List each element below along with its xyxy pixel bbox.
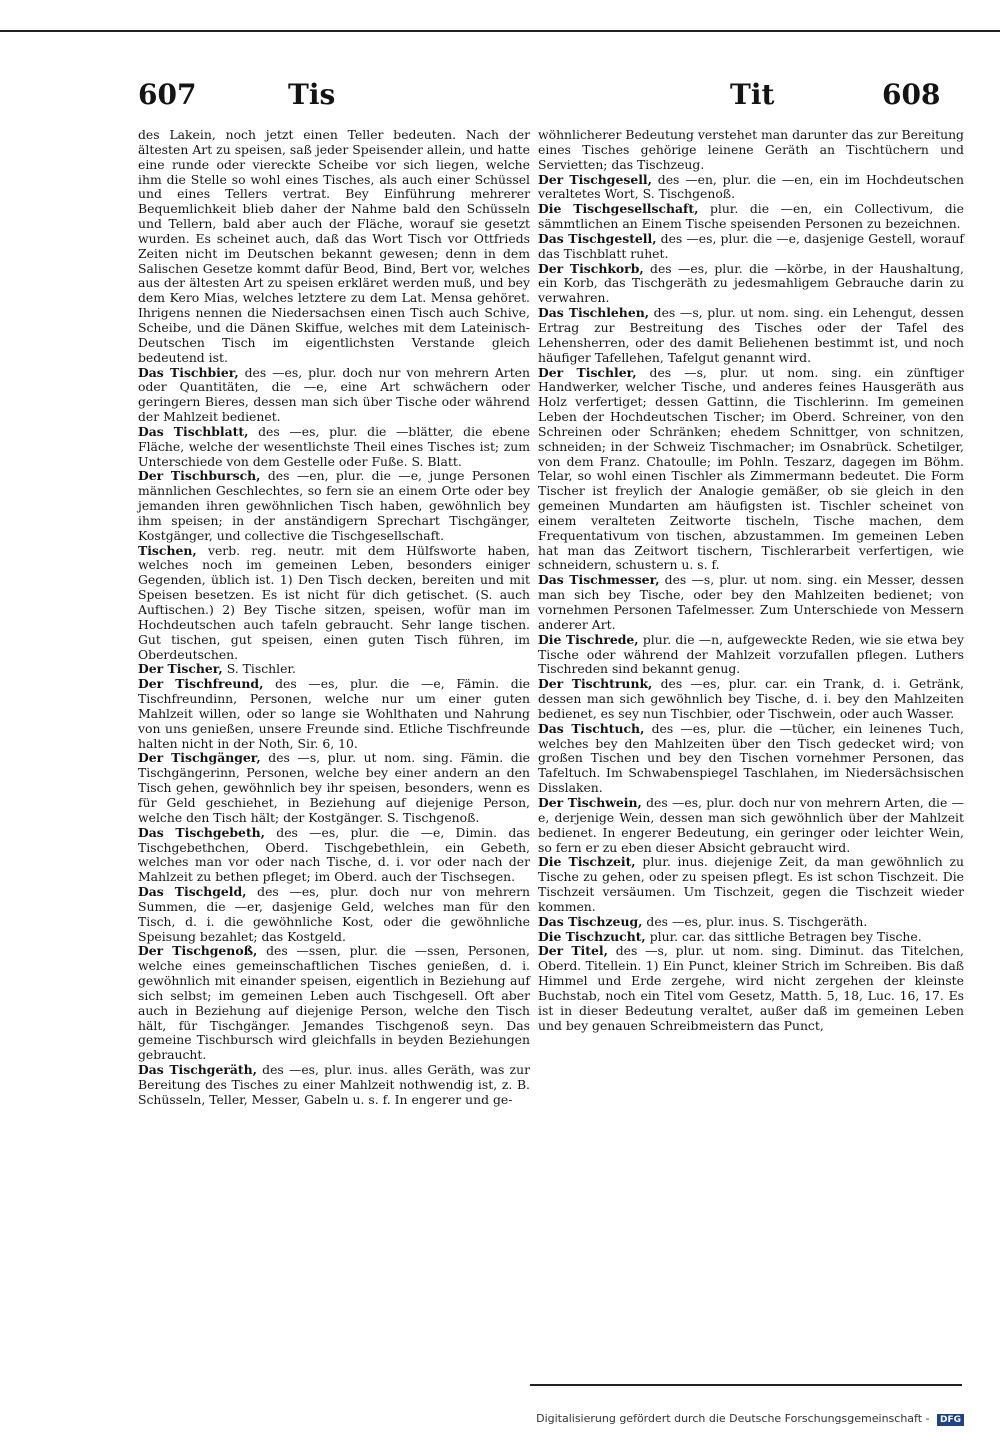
entry-text: des —es, plur. die —körbe, in der Haushaltung, ein Korb, das Tischgeräth zu jedesmahligem Gebrauche darin zu verwahren. bbox=[538, 260, 964, 306]
right-running-head: Tit bbox=[730, 78, 775, 111]
entry bbox=[138, 885, 530, 944]
headword: Das Tischblatt, bbox=[138, 423, 249, 439]
entry bbox=[538, 232, 964, 262]
entry-text: des —es, plur. doch nur von mehrern Summen, die —er, dasjenige Geld, welches man für den Tisch, d. i. die gewöhnliche Kost, oder die gewöhnliche Speisung bezahlet; das Kostgeld. bbox=[138, 884, 530, 944]
entry-text: plur. die —n, aufgeweckte Reden, wie sie etwa bey Tische oder während der Mahlzeit vorzufallen pflegen. Luthers Tischreden sind bekannt genug. bbox=[538, 631, 964, 677]
entry-text: des —es, plur. car. ein Trank, d. i. Getränk, dessen man sich gewöhnlich bey Tische, d. i. bey den Mahlzeiten bedienet, es sey nun Tischbier, oder Tischwein, oder auch Wasser. bbox=[538, 676, 964, 721]
entry bbox=[538, 573, 964, 632]
headword: Der Tischler, bbox=[538, 364, 637, 380]
entry-text: des —s, plur. ut nom. sing. ein Messer, dessen man sich bey Tische, oder bey den Mahlzeiten bedienet; von vornehmen Personen Tafelmesser. Zum Unterschiede von Messern anderer Art. bbox=[538, 572, 964, 632]
headword: Der Tischtrunk, bbox=[538, 676, 653, 692]
entry-text: plur. die —en, ein Collectivum, die sämmtlichen an Einem Tische speisenden Personen zu bezeichnen. bbox=[538, 201, 964, 232]
entry-text: plur. inus. diejenige Zeit, da man gewöhnlich zu Tische zu gehen, oder zu speisen pflegt. Es ist schon Tischzeit. Die Tischzeit versäumen. Um Tischzeit, gegen die Tischzeit wieder kommen. bbox=[538, 854, 964, 914]
bottom-rule bbox=[530, 1384, 962, 1386]
headword: Das Tischgeld, bbox=[138, 884, 247, 900]
entry bbox=[538, 796, 964, 855]
entry-text: des —es, plur. inus. S. Tischgeräth. bbox=[646, 913, 868, 929]
left-column bbox=[138, 128, 530, 1108]
entry bbox=[538, 944, 964, 1033]
headword: Das Tischzeug, bbox=[538, 913, 643, 929]
entry-text: des —en, plur. die —e, junge Personen männlichen Geschlechtes, so fern sie an einem Orte oder bey jemanden ihren gewöhnlichen Tisch haben, gewöhnlich bey ihm speisen; in der anständigern Sprechart Tischgänger, Kostgänger, und collective die Tischgesellschaft. bbox=[138, 468, 530, 543]
top-rule bbox=[0, 30, 1000, 32]
headword: Der Titel, bbox=[538, 943, 608, 959]
entry bbox=[138, 425, 530, 470]
entry bbox=[538, 306, 964, 365]
entry-text: des —es, plur. die —tücher, ein leinenes Tuch, welches bey den Mahlzeiten über den Tisch gedecket wird; von großen Tischen und bey den Tischen vornehmer Personen, das Tafeltuch. Im Schwabenspiegel Taschlahen, im Niedersächsischen Disslaken. bbox=[538, 720, 964, 796]
entry-text: wöhnlicherer Bedeutung verstehet man darunter das zur Bereitung eines Tisches gehörige leinene Geräth an Tischtüchern und Servietten; das Tischzeug. bbox=[538, 127, 964, 172]
headword: Die Tischzeit, bbox=[538, 854, 636, 870]
headword: Der Tischgenoß, bbox=[138, 943, 258, 959]
headword: Die Tischzucht, bbox=[538, 928, 646, 944]
entry-text: des Lakein, noch jetzt einen Teller bedeuten. Nach der ältesten Art zu speisen, saß jeder Speisender allein, und hatte eine runde oder viereckte Scheibe vor sich liegen, welche ihm die Stelle so wohl eines Tisches, als auch einer Schüssel und eines Tellers vertrat. Bey Einführung mehrerer Bequemlichkeit blieb daher der Nahme bald den Schüsseln und Tellern, bald aber auch der Fläche, worauf sie gesetzt wurden. Es scheinet auch, daß das Wort Tisch vor Ottfrieds Zeiten nicht im Deutschen bekannt gewesen; denn in dem Salischen Gesetze kommt dafür Beod, Bind, Bert vor, welches aus der ältesten Art zu speisen erkläret werden muß, und bey dem Kero Mias, welches letztere zu dem Lat. Mensa gehöret. Ihrigens nennen die Niedersachsen einen Tisch auch Schive, Scheibe, und die Dänen Skiffue, welches mit dem Lateinisch-Deutschen Tisch im eigentlichsten Verstande gleich bedeutend ist. bbox=[138, 127, 530, 365]
entry-text: plur. car. das sittliche Betragen bey Tische. bbox=[649, 928, 922, 944]
entry-text: des —s, plur. ut nom. sing. Fämin. die Tischgängerinn, Personen, welche bey einer andern an den Tisch gehen, gewöhnlich bey ihr speisen, besonders, wenn es für Geld geschiehet, in Beziehung auf diejenige Person, welche den Tisch hält; der Kostgänger. S. Tischgenoß. bbox=[138, 750, 530, 825]
headword: Der Tischer, bbox=[138, 661, 223, 677]
entry bbox=[138, 677, 530, 751]
headword: Der Tischkorb, bbox=[538, 260, 644, 276]
entry bbox=[138, 826, 530, 885]
entry-text: des —es, plur. doch nur von mehrern Arten oder Quantitäten, die —e, eine Art schwächern oder geringern Bieres, dessen man sich über Tische oder während der Mahlzeit bedienet. bbox=[138, 364, 530, 425]
headword: Das Tischlehen, bbox=[538, 305, 650, 321]
entry bbox=[138, 366, 530, 425]
headword: Die Tischrede, bbox=[538, 631, 639, 647]
dfg-logo: DFG bbox=[937, 1414, 964, 1426]
entry bbox=[538, 262, 964, 307]
entry-text: des —es, plur. die —blätter, die ebene Fläche, welche der wesentlichste Theil eines Tisches ist; zum Unterschiede von dem Gestelle oder Fuße. S. Blatt. bbox=[138, 423, 530, 469]
entry bbox=[138, 469, 530, 543]
entry bbox=[138, 128, 530, 366]
entry bbox=[538, 128, 964, 173]
entry bbox=[538, 173, 964, 203]
footer-text: Digitalisierung gefördert durch die Deutsche Forschungsgemeinschaft - bbox=[536, 1412, 930, 1425]
entry-text: des —s, plur. ut nom. sing. ein zünftiger Handwerker, welcher Tische, und anderes feines Hausgeräth aus Holz verfertiget; dessen Gattinn, die Tischlerinn. Im gemeinen Leben der Hochdeutschen Tischer; im Oberd. Schreiner, von den Schreinen oder Schränken; ehedem Schnittger, von schnitzen, schneiden; in der Schweiz Tischmacher; im Osnabrück. Schetilger, von dem Franz. Chatoulle; im Pohln. Teszarz, dagegen im Böhm. Telar, so wohl einen Tischler als Zimmermann bedeutet. Die Form Tischer ist freylich der Analogie gemäßer, ob sie gleich in den gemeinen Mundarten am häufigsten ist. Tischler scheinet von einem veralteten Zeitworte tischeln, Tische machen, dem Frequentativum von tischen, abzustammen. Im gemeinen Leben hat man das Zeitwort tischern, Tischlerarbeit verfertigen, wie schneidern, schustern u. s. f. bbox=[538, 364, 964, 573]
headword: Das Tischgestell, bbox=[538, 230, 657, 246]
entry-text: des —es, plur. inus. alles Geräth, was zur Bereitung des Tisches zu einer Mahlzeit nothwendig ist, z. B. Schüsseln, Teller, Messer, Gabeln u. s. f. In engerer und ge- bbox=[138, 1062, 530, 1107]
entry bbox=[538, 202, 964, 232]
entry-text: des —es, plur. die —e, dasjenige Gestell, worauf das Tischblatt ruhet. bbox=[538, 230, 964, 261]
entry-text: des —en, plur. die —en, ein im Hochdeutschen veraltetes Wort, S. Tischgenoß. bbox=[538, 171, 964, 202]
right-column bbox=[538, 128, 964, 1033]
entry bbox=[138, 544, 530, 663]
entry bbox=[538, 855, 964, 914]
left-page-number: 607 bbox=[138, 78, 197, 111]
digitization-footer bbox=[536, 1412, 964, 1426]
headword: Das Tischgeräth, bbox=[138, 1062, 257, 1078]
headword: Das Tischbier, bbox=[138, 364, 239, 380]
entry bbox=[538, 677, 964, 722]
entry bbox=[138, 751, 530, 825]
entry-text: des —es, plur. die —e, Dimin. das Tischgebethchen, Oberd. Tischgebethlein, ein Gebeth, welches man vor oder nach Tische, d. i. vor oder nach der Mahlzeit zu bethen pfleget; im Oberd. auch der Tischsegen. bbox=[138, 824, 530, 885]
entry bbox=[538, 915, 964, 930]
entry-text: S. Tischler. bbox=[226, 661, 296, 677]
headword: Tischen, bbox=[138, 542, 197, 558]
entry bbox=[538, 366, 964, 574]
entry-text: des —s, plur. ut nom. sing. ein Lehengut, dessen Ertrag zur Bestreitung des Tisches oder der Tafel des Lehensherren, oder des damit Beliehenen bestimmt ist, und noch häufiger Tafellehen, Tafelgut genannt wird. bbox=[538, 305, 964, 365]
entry-text: des —ssen, plur. die —ssen, Personen, welche eines gemeinschaftlichen Tisches genießen, d. i. gewöhnlich mit einander speisen, eigentlich in Beziehung auf sich selbst; im gemeinen Leben auch Tischgesell. Oft aber auch in Beziehung auf diejenige Person, welche den Tisch hält, für Tischgänger. Jemandes Tischgenoß seyn. Das gemeine Tischbursch wird gleichfalls in beyden Beziehungen gebraucht. bbox=[138, 943, 530, 1063]
entry bbox=[538, 722, 964, 796]
headword: Das Tischgebeth, bbox=[138, 824, 265, 840]
left-running-head: Tis bbox=[288, 78, 336, 111]
entry-text: des —es, plur. die —e, Fämin. die Tischfreundinn, Personen, welche nur um einer guten Mahlzeit willen, oder so lange sie Wohlthaten und Nahrung von uns genießen, unsere Freunde sind. Etliche Tischfreunde halten nicht in der Noth, Sir. 6, 10. bbox=[138, 676, 530, 751]
headword: Das Tischmesser, bbox=[538, 572, 660, 588]
entry bbox=[138, 944, 530, 1063]
entry bbox=[138, 1063, 530, 1108]
headword: Der Tischgesell, bbox=[538, 171, 652, 187]
entry bbox=[538, 633, 964, 678]
headword: Der Tischwein, bbox=[538, 794, 642, 810]
entry-text: des —s, plur. ut nom. sing. Diminut. das Titelchen, Oberd. Titellein. 1) Ein Punct, kleiner Strich im Schreiben. Bis daß Himmel und Erde zergehe, wird nicht zergehen der kleinste Buchstab, noch ein Titel vom Gesetz, Matth. 5, 18, Luc. 16, 17. Es ist in dieser Bedeutung veraltet, außer daß im gemeinen Leben und bey genauen Schreibmeistern das Punct, bbox=[538, 943, 964, 1033]
headword: Der Tischgänger, bbox=[138, 750, 261, 766]
entry bbox=[138, 662, 530, 677]
headword: Der Tischbursch, bbox=[138, 468, 261, 484]
entry-text: des —es, plur. doch nur von mehrern Arten, die —e, derjenige Wein, dessen man sich gewöhnlich über der Mahlzeit bedienet. In engerer Bedeutung, ein geringer oder leichter Wein, so fern er zu eben dieser Absicht gebraucht wird. bbox=[538, 794, 964, 855]
headword: Das Tischtuch, bbox=[538, 720, 645, 736]
entry bbox=[538, 930, 964, 945]
entry-text: verb. reg. neutr. mit dem Hülfsworte haben, welches noch im gemeinen Leben, besonders einiger Gegenden, üblich ist. 1) Den Tisch decken, bereiten und mit Speisen besetzen. Es ist nicht für dich getischet. (S. auch Auftischen.) 2) Bey Tische sitzen, speisen, wofür man im Hochdeutschen auch tafeln gebraucht. Sehr lange tischen. Gut tischen, gut speisen, einen guten Tisch führen, im Oberdeutschen. bbox=[138, 542, 530, 662]
headword: Der Tischfreund, bbox=[138, 676, 264, 692]
right-page-number: 608 bbox=[882, 78, 941, 111]
headword: Die Tischgesellschaft, bbox=[538, 201, 699, 217]
